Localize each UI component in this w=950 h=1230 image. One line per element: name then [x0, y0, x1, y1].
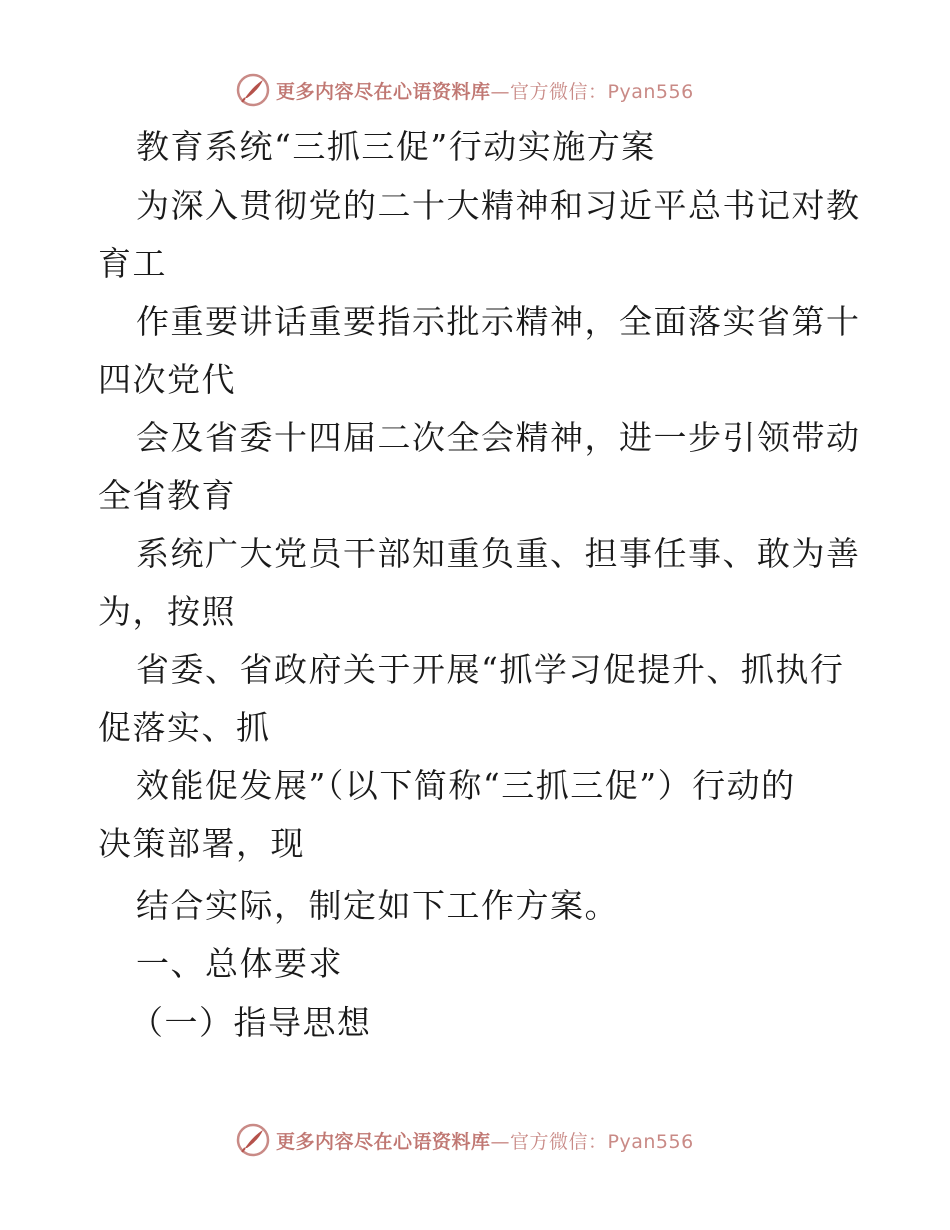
header-watermark — [236, 72, 694, 108]
paragraph-line: 结合实际，制定如下工作方案。 — [136, 886, 619, 925]
paragraph-line: 促落实、抓 — [98, 708, 271, 747]
quill-pen-logo-icon — [236, 1123, 270, 1157]
paragraph-line: 省委、省政府关于开展“抓学习促提升、抓执行 — [136, 650, 845, 689]
paragraph-line: 效能促发展”（以下简称“三抓三促”）行动的 — [136, 766, 796, 805]
watermark-text — [276, 77, 694, 104]
paragraph-line: 为深入贯彻党的二十大精神和习近平总书记对教 — [136, 186, 861, 225]
paragraph-line: 育工 — [98, 244, 167, 283]
watermark-dash: — — [490, 1130, 511, 1153]
paragraph-line: 会及省委十四届二次全会精神，进一步引领带动 — [136, 418, 861, 457]
watermark-site: 更多内容尽在心语资料库 — [276, 80, 491, 103]
watermark-wechat-label: 官方微信： — [510, 80, 608, 103]
document-title: 教育系统“三抓三促”行动实施方案 — [136, 127, 656, 166]
watermark-wechat-id: Pyan556 — [607, 80, 694, 103]
footer-watermark — [236, 1122, 694, 1158]
quill-pen-logo-icon — [236, 73, 270, 107]
paragraph-line: 决策部署，现 — [98, 824, 305, 863]
watermark-dash: — — [490, 80, 511, 103]
paragraph-line: 全省教育 — [98, 476, 236, 515]
subsection-heading: （一）指导思想 — [130, 1003, 372, 1042]
watermark-wechat-id: Pyan556 — [607, 1130, 694, 1153]
watermark-site: 更多内容尽在心语资料库 — [276, 1130, 491, 1153]
paragraph-line: 四次党代 — [98, 360, 236, 399]
section-heading: 一、总体要求 — [136, 944, 343, 983]
paragraph-line: 系统广大党员干部知重负重、担事任事、敢为善 — [136, 534, 861, 573]
paragraph-line: 为，按照 — [98, 592, 236, 631]
watermark-wechat-label: 官方微信： — [510, 1130, 608, 1153]
watermark-text — [276, 1127, 694, 1154]
paragraph-line: 作重要讲话重要指示批示精神，全面落实省第十 — [136, 302, 861, 341]
